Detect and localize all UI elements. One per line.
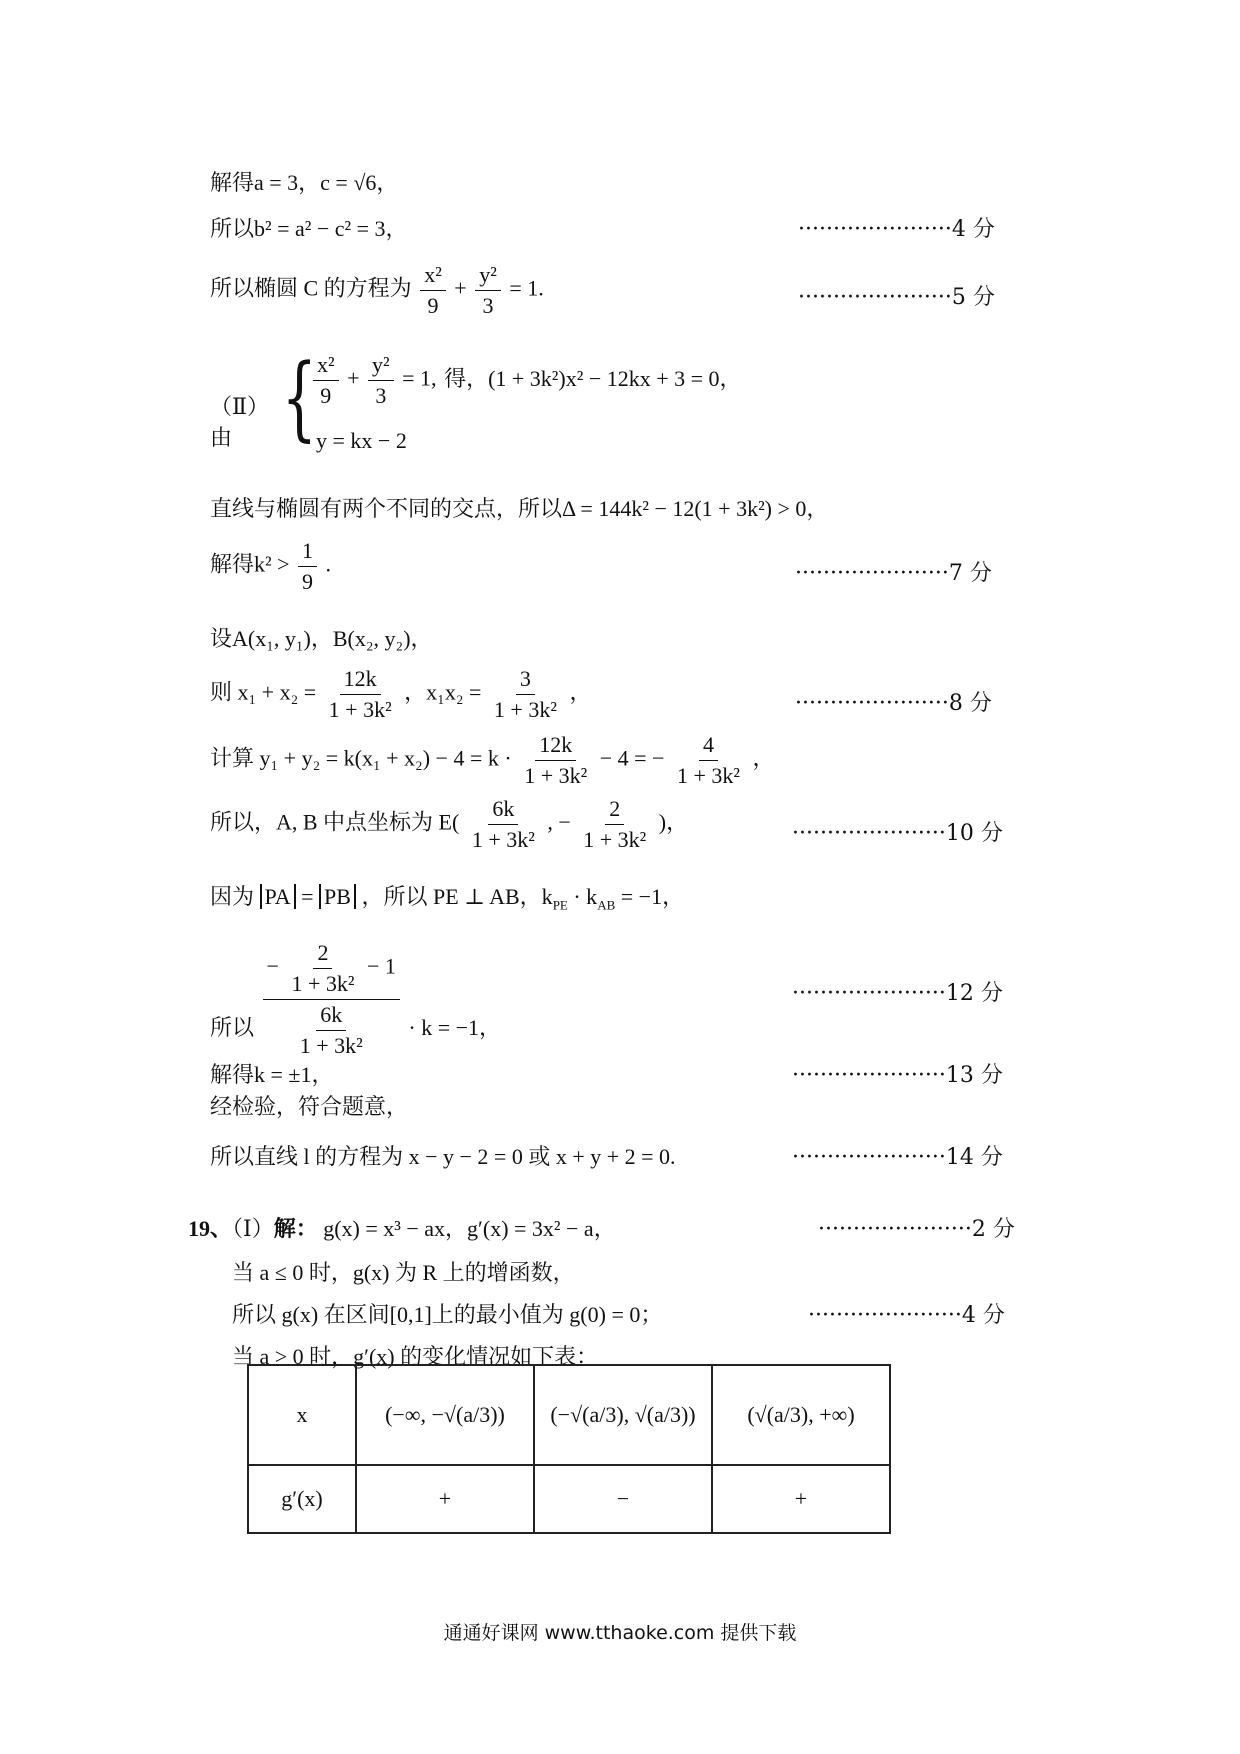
score-12: ······················12 分 [792, 981, 1003, 1006]
line-q19-start: 19、（Ⅰ）解： g(x) = x³ − ax，g′(x) = 3x² − a， [188, 1216, 616, 1241]
line-vieta: 则 x₁ + x₂ = $\frac{12k}{\text{1 + 3k²}}$ ，x₁x₂ = $\frac{3}{\text{1 + 3k²}}$ ， [210, 666, 592, 722]
table-cell: (−√(a/3), √(a/3)) [534, 1365, 712, 1465]
fraction: $\frac{4}{\text{1 + 3k²}}$ [676, 732, 740, 788]
score-10: ······················10 分 [792, 821, 1003, 846]
fraction: $\frac{1}{9}$ [298, 538, 317, 595]
fraction: $\frac{2}{\text{1 + 3k²}}$ [583, 796, 647, 852]
score-7: ······················7 分 [795, 561, 992, 586]
line-set-points: 设A(x₁, y₁)，B(x₂, y₂)， [210, 626, 433, 651]
fraction: $\frac{\text{x²}}{9}$ [420, 262, 446, 319]
line-k-value: 解得k = ±1， [210, 1062, 334, 1087]
fraction: $\frac{6k}{\text{1 + 3k²}}$ [471, 796, 535, 852]
score-5: ······················5 分 [798, 285, 995, 310]
fraction: $\frac{12k}{\text{1 + 3k²}}$ [524, 732, 588, 788]
line-perpendicular: 因为 PA = PB ，所以 PE ⊥ AB，$k_{PE} \cdot k_{AB} = -1$， [210, 884, 685, 913]
line-line-equation: 所以直线 l 的方程为 x − y − 2 = 0 或 x + y + 2 = 0. [210, 1144, 676, 1169]
line-y-sum: 计算 y₁ + y₂ = k(x₁ + x₂) − 4 = k · $\frac{12k}{\text{1 + 3k²}}$ − 4 = − $\frac{4}{\text{1 + 3k²}}$ ， [210, 732, 775, 788]
document-page: 解得a = 3，c = √6， 所以b² = a² − c² = 3， ······················4 分 所以椭圆 C 的方程为 $\frac{\text{x²}}{9}$ + $\frac{\text{y²}}{3}$ = 1. ······················5 分 （Ⅱ）由 { $\frac{\text{x²}}{9}$ + $\frac{\text{y²}}{3}$ = 1, 得，(1 + 3k²)x² − 12kx + 3 = 0， y = kx − 2 直线与椭圆有两个不同的交点，所以Δ = 144k² − 12(1 + 3k²) > 0， 解得k² > $\frac{1}{9}$ . ······················7 分 设A(x₁, y₁)，B(x₂, y₂)， 则 x₁ + x₂ = $\frac{12k}{\text{1 + 3k²}}$ ，x₁x₂ = $\frac{3}{\text{1 + 3k²}}$ ， ······················8 分 计算 y₁ + y₂ = k(x₁ + x₂) − 4 = k · $\frac{12k}{\text{1 + 3k²}}$ − 4 = − $\frac{4}{\text{1 + 3k²}}$ ， 所以，A, B 中点坐标为 E( $\frac{6k}{\text{1 + 3k²}}$ , − $\frac{2}{\text{1 + 3k²}}$ )， ······················10 分 因为 PA = PB ，所以 PE ⊥ AB，$k_{PE} \cdot k_{AB} = -1$， 所以 − $\frac{2}{\text{1 + 3k²}}$ − 1 $\frac{6k}{\text{1 + 3k²}}$ · k = −1， ······················12 分 解得k = ±1， ······················13 分 经检验，符合题意， 所以直线 l 的方程为 x − y − 2 = 0 或 x + y + 2 = 0. ······················14 分 19、（Ⅰ）解： g(x) = x³ − ax，g′(x) = 3x² − a， ······················2 分 当 a ≤ 0 时，g(x) 为 R 上的增函数， 所以 g(x) 在区间[0,1]上的最小值为 g(0) = 0； ······················4 分 当 a > 0 时，g′(x) 的变化情况如下表： x (−∞, −√(a/3)) (−√(a/3), √(a/3)) (√(a/3), +∞) g′(x) + − + 通通好课网 www.tthaoke.com 提供下载 [0, 0, 1240, 1754]
table-row [248, 1465, 890, 1533]
table-cell: g′(x) [248, 1465, 356, 1533]
fraction: $\frac{3}{\text{1 + 3k²}}$ [493, 666, 557, 722]
table-cell: − [534, 1465, 712, 1533]
score-2: ······················2 分 [818, 1217, 1015, 1242]
system-row-1: $\frac{\text{x²}}{9}$ + $\frac{\text{y²}}{3}$ = 1, 得，(1 + 3k²)x² − 12kx + 3 = 0， [310, 352, 742, 409]
table-cell: (√(a/3), +∞) [712, 1365, 890, 1465]
score-13: ······················13 分 [792, 1063, 1003, 1088]
score-4: ······················4 分 [798, 217, 995, 242]
score-4b: ······················4 分 [808, 1303, 1005, 1328]
variation-table [247, 1364, 891, 1534]
score-14: ······················14 分 [792, 1145, 1003, 1170]
table-row [248, 1365, 890, 1465]
system-row-2: y = kx − 2 [316, 428, 407, 453]
line-midpoint: 所以，A, B 中点坐标为 E( $\frac{6k}{\text{1 + 3k²}}$ , − $\frac{2}{\text{1 + 3k²}}$ )， [210, 796, 689, 852]
score-8: ······················8 分 [795, 691, 992, 716]
line-solve-a-c: 解得a = 3，c = √6， [210, 170, 399, 195]
table-cell: (−∞, −√(a/3)) [356, 1365, 534, 1465]
footer-source: 通通好课网 www.tthaoke.com 提供下载 [443, 1622, 797, 1644]
line-slope-product: 所以 − $\frac{2}{\text{1 + 3k²}}$ − 1 $\frac{6k}{\text{1 + 3k²}}$ · k = −1， [210, 940, 502, 1058]
line-b-squared: 所以b² = a² − c² = 3， [210, 216, 408, 241]
line-verification: 经检验，符合题意， [210, 1094, 409, 1119]
compound-fraction: − $\frac{2}{\text{1 + 3k²}}$ − 1 $\frac{6k}{\text{1 + 3k²}}$ [263, 940, 400, 1059]
line-k-squared: 解得k² > $\frac{1}{9}$ . [210, 538, 332, 594]
line-ellipse-equation: 所以椭圆 C 的方程为 $\frac{\text{x²}}{9}$ + $\frac{\text{y²}}{3}$ = 1. [210, 262, 544, 318]
fraction: $\frac{12k}{\text{1 + 3k²}}$ [328, 666, 392, 722]
line-a-nonpositive: 当 a ≤ 0 时，g(x) 为 R 上的增函数， [232, 1260, 575, 1285]
line-min-value: 所以 g(x) 在区间[0,1]上的最小值为 g(0) = 0； [232, 1302, 663, 1327]
line-discriminant: 直线与椭圆有两个不同的交点，所以Δ = 144k² − 12(1 + 3k²) > 0， [210, 496, 829, 521]
table-cell: x [248, 1365, 356, 1465]
brace-icon: { [281, 344, 317, 451]
fraction: $\frac{\text{y²}}{3}$ [475, 262, 501, 319]
table-cell: + [712, 1465, 890, 1533]
line-a-positive: 当 a > 0 时，g′(x) 的变化情况如下表： [232, 1344, 599, 1369]
table-cell: + [356, 1465, 534, 1533]
